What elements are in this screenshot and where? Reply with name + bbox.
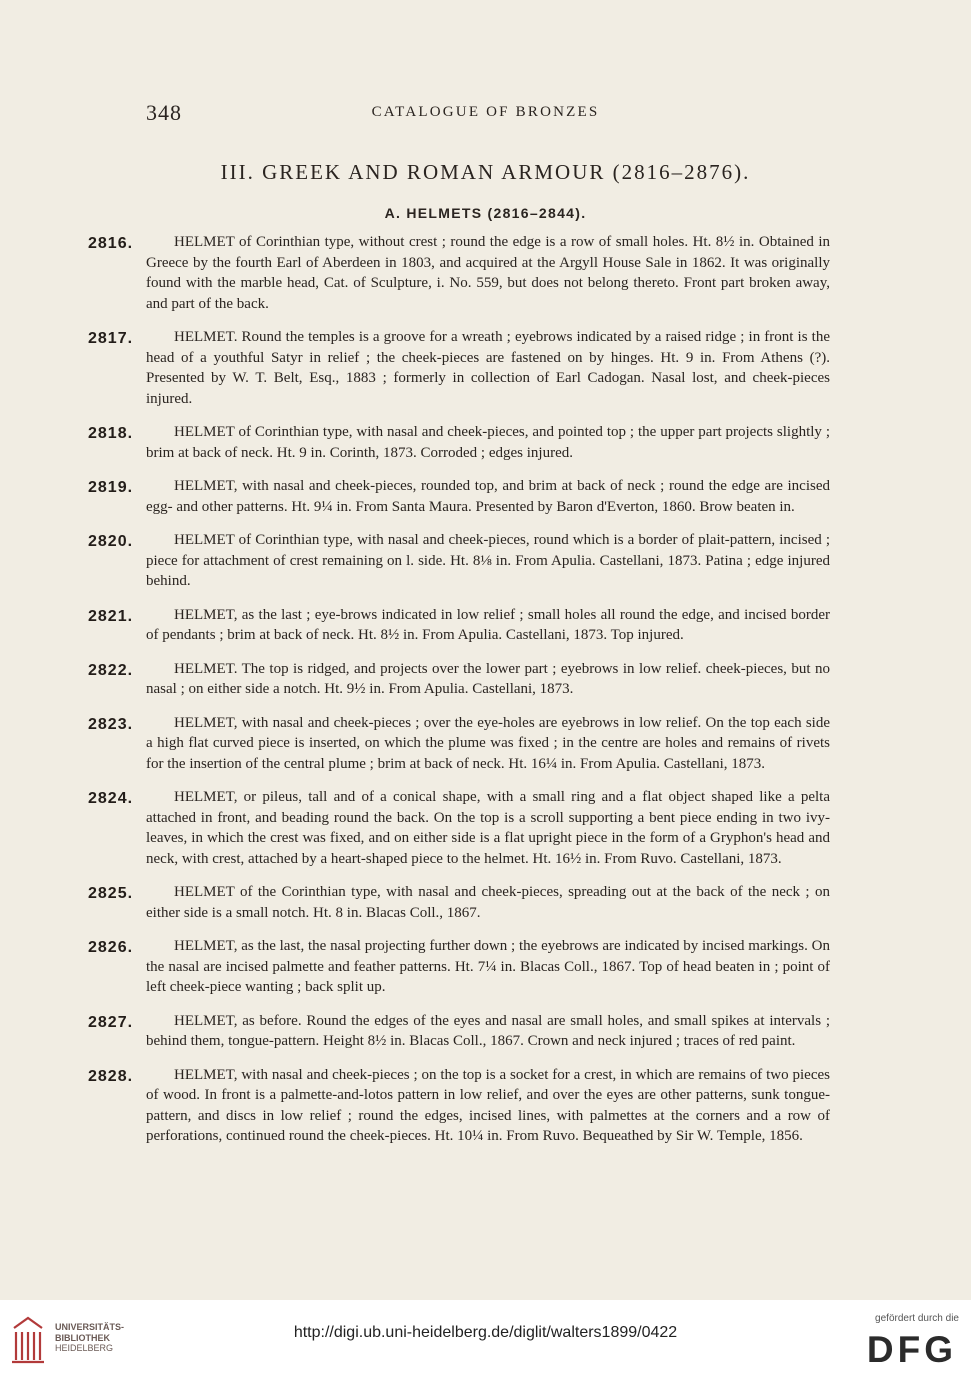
- library-name-line: HEIDELBERG: [55, 1343, 114, 1353]
- entry-text: HELMET of Corinthian type, with nasal and cheek-pieces, round which is a border of plait-pattern, incised ; piece for attachment of crest remaining on l. side. Ht. 8⅛ in. From Apulia. Castellani, 1873. Patina ; edge injured behind.: [146, 532, 830, 589]
- running-head: CATALOGUE OF BRONZES: [371, 104, 600, 120]
- entry-number: 2825.: [88, 885, 134, 902]
- entry-text: HELMET, with nasal and cheek-pieces ; on the top is a socket for a crest, in which are remains of two pieces of wood. In front is a palmette-and-lotos pattern in low relief, and over the eyes are other patterns, sunk tongue-pattern, and discs in low relief ; round the edges, incised lines, with palmettes at the corners and a row of perforations, continued round the cheek-pieces. Ht. 10¼ in. From Ruvo. Bequeathed by Sir W. Temple, 1856.: [146, 1066, 830, 1144]
- subsection-title: A. HELMETS (2816–2844).: [384, 205, 587, 221]
- entry-number: 2827.: [88, 1013, 134, 1031]
- entry-number: 2823.: [88, 715, 134, 733]
- catalogue-entry: [0, 476, 971, 517]
- funding-label: gefördert durch die: [875, 1313, 959, 1324]
- entry-number: 2824.: [88, 790, 134, 807]
- entry-number: 2820.: [88, 533, 134, 550]
- entry-number: 2817.: [88, 330, 134, 347]
- catalogue-entry: [0, 1011, 971, 1052]
- catalogue-entry: [0, 713, 971, 775]
- entry-number: 2816.: [88, 235, 134, 252]
- catalogue-entries: [0, 232, 971, 1160]
- entry-number: 2818.: [88, 425, 134, 442]
- catalogue-entry: [0, 659, 971, 700]
- footer: [0, 1300, 971, 1377]
- entry-number: 2822.: [88, 661, 134, 679]
- library-name-line: UNIVERSITÄTS-: [55, 1322, 125, 1332]
- catalogue-entry: [0, 1065, 971, 1147]
- library-name-line: BIBLIOTHEK: [55, 1332, 110, 1343]
- entry-text: HELMET, as before. Round the edges of the eyes and nasal are small holes, and small spikes at intervals ; behind them, tongue-pattern. Height 8½ in. Blacas Coll., 1867. Crown and neck injured ; traces of red paint.: [146, 1012, 830, 1049]
- source-url-link[interactable]: http://digi.ub.uni-heidelberg.de/diglit/walters1899/0422: [293, 1324, 678, 1341]
- entry-number: 2819.: [88, 479, 134, 496]
- catalogue-entry: [0, 232, 971, 314]
- entry-text: HELMET of Corinthian type, with nasal and cheek-pieces, and pointed top ; the upper part projects slightly ; brim at back of neck. Ht. 9 in. Corinth, 1873. Corroded ; edges injured.: [146, 424, 830, 461]
- entry-text: HELMET of Corinthian type, without crest ; round the edge is a row of small holes. Ht. 8½ in. Obtained in Greece by the fourth Earl of Aberdeen in 1803, and acquired at the Argyll House Sale in 1862. It was originally found with the marble head, Cat. of Sculpture, i. No. 559, but does not belong thereto. Front part broken away, and part of the back.: [146, 234, 830, 312]
- catalogue-entry: [0, 787, 971, 869]
- entry-text: HELMET, with nasal and cheek-pieces ; over the eye-holes are eyebrows in low relief. On the top each side a high flat curved piece is inserted, on which the plume was fixed ; in the centre are holes and remains of rivets for the insertion of the central plume ; brim at back of neck. Ht. 16¼ in. From Apulia. Castellani, 1873.: [146, 714, 830, 772]
- entry-text: HELMET of the Corinthian type, with nasal and cheek-pieces, spreading out at the back of the neck ; on either side is a small notch. Ht. 8 in. Blacas Coll., 1867.: [146, 884, 830, 921]
- catalogue-entry: [0, 422, 971, 463]
- entry-text: HELMET. Round the temples is a groove for a wreath ; eyebrows indicated by a raised ridge ; in front is the head of a youthful Satyr in relief ; the cheek-pieces are fastened on by hinges. Ht. 9 in. From Athens (?). Presented by W. T. Belt, Esq., 1883 ; formerly in collection of Earl Cadogan. Nasal lost, and cheek-pieces injured.: [146, 329, 830, 407]
- catalogue-entry: [0, 936, 971, 998]
- catalogue-entry: [0, 327, 971, 409]
- catalogue-entry: [0, 530, 971, 592]
- catalogue-entry: [0, 605, 971, 646]
- entry-text: HELMET, or pileus, tall and of a conical shape, with a small ring and a flat object shaped like a pelta attached in front, and beading round the back. On the top is a scroll supporting a bent piece ending in two ivy-leaves, in which the crest was fixed, and on either side is a flat upright piece in the form of a Gryphon's head and neck, with crest, attached by a heart-shaped piece to the helmet. Ht. 16½ in. From Ruvo. Castellani, 1873.: [146, 789, 830, 867]
- entry-text: HELMET, with nasal and cheek-pieces, rounded top, and brim at back of neck ; round the edge are incised egg- and other patterns. Ht. 9¼ in. From Santa Maura. Presented by Baron d'Everton, 1860. Brow beaten in.: [146, 478, 830, 515]
- catalogue-entry: [0, 882, 971, 923]
- entry-number: 2826.: [88, 939, 134, 956]
- section-title: III. GREEK AND ROMAN ARMOUR (2816–2876).: [220, 160, 751, 184]
- page-number: 348: [146, 100, 182, 125]
- entry-number: 2828.: [88, 1067, 134, 1085]
- funder-logo: DFG: [866, 1329, 957, 1370]
- entry-text: HELMET, as the last, the nasal projecting further down ; the eyebrows are indicated by incised markings. On the nasal are incised palmette and feather patterns. Ht. 7¼ in. Blacas Coll., 1867. Top of head beaten in ; point of left cheek-piece wanting ; back split up.: [146, 938, 830, 995]
- entry-text: HELMET. The top is ridged, and projects over the lower part ; eyebrows in low relief. cheek-pieces, but no nasal ; on either side a notch. Ht. 9½ in. From Apulia. Castellani, 1873.: [146, 660, 830, 697]
- entry-text: HELMET, as the last ; eye-brows indicated in low relief ; small holes all round the edge, and incised border of pendants ; brim at back of neck. Ht. 8½ in. From Apulia. Castellani, 1873. Top injured.: [146, 606, 830, 643]
- entry-number: 2821.: [88, 607, 134, 625]
